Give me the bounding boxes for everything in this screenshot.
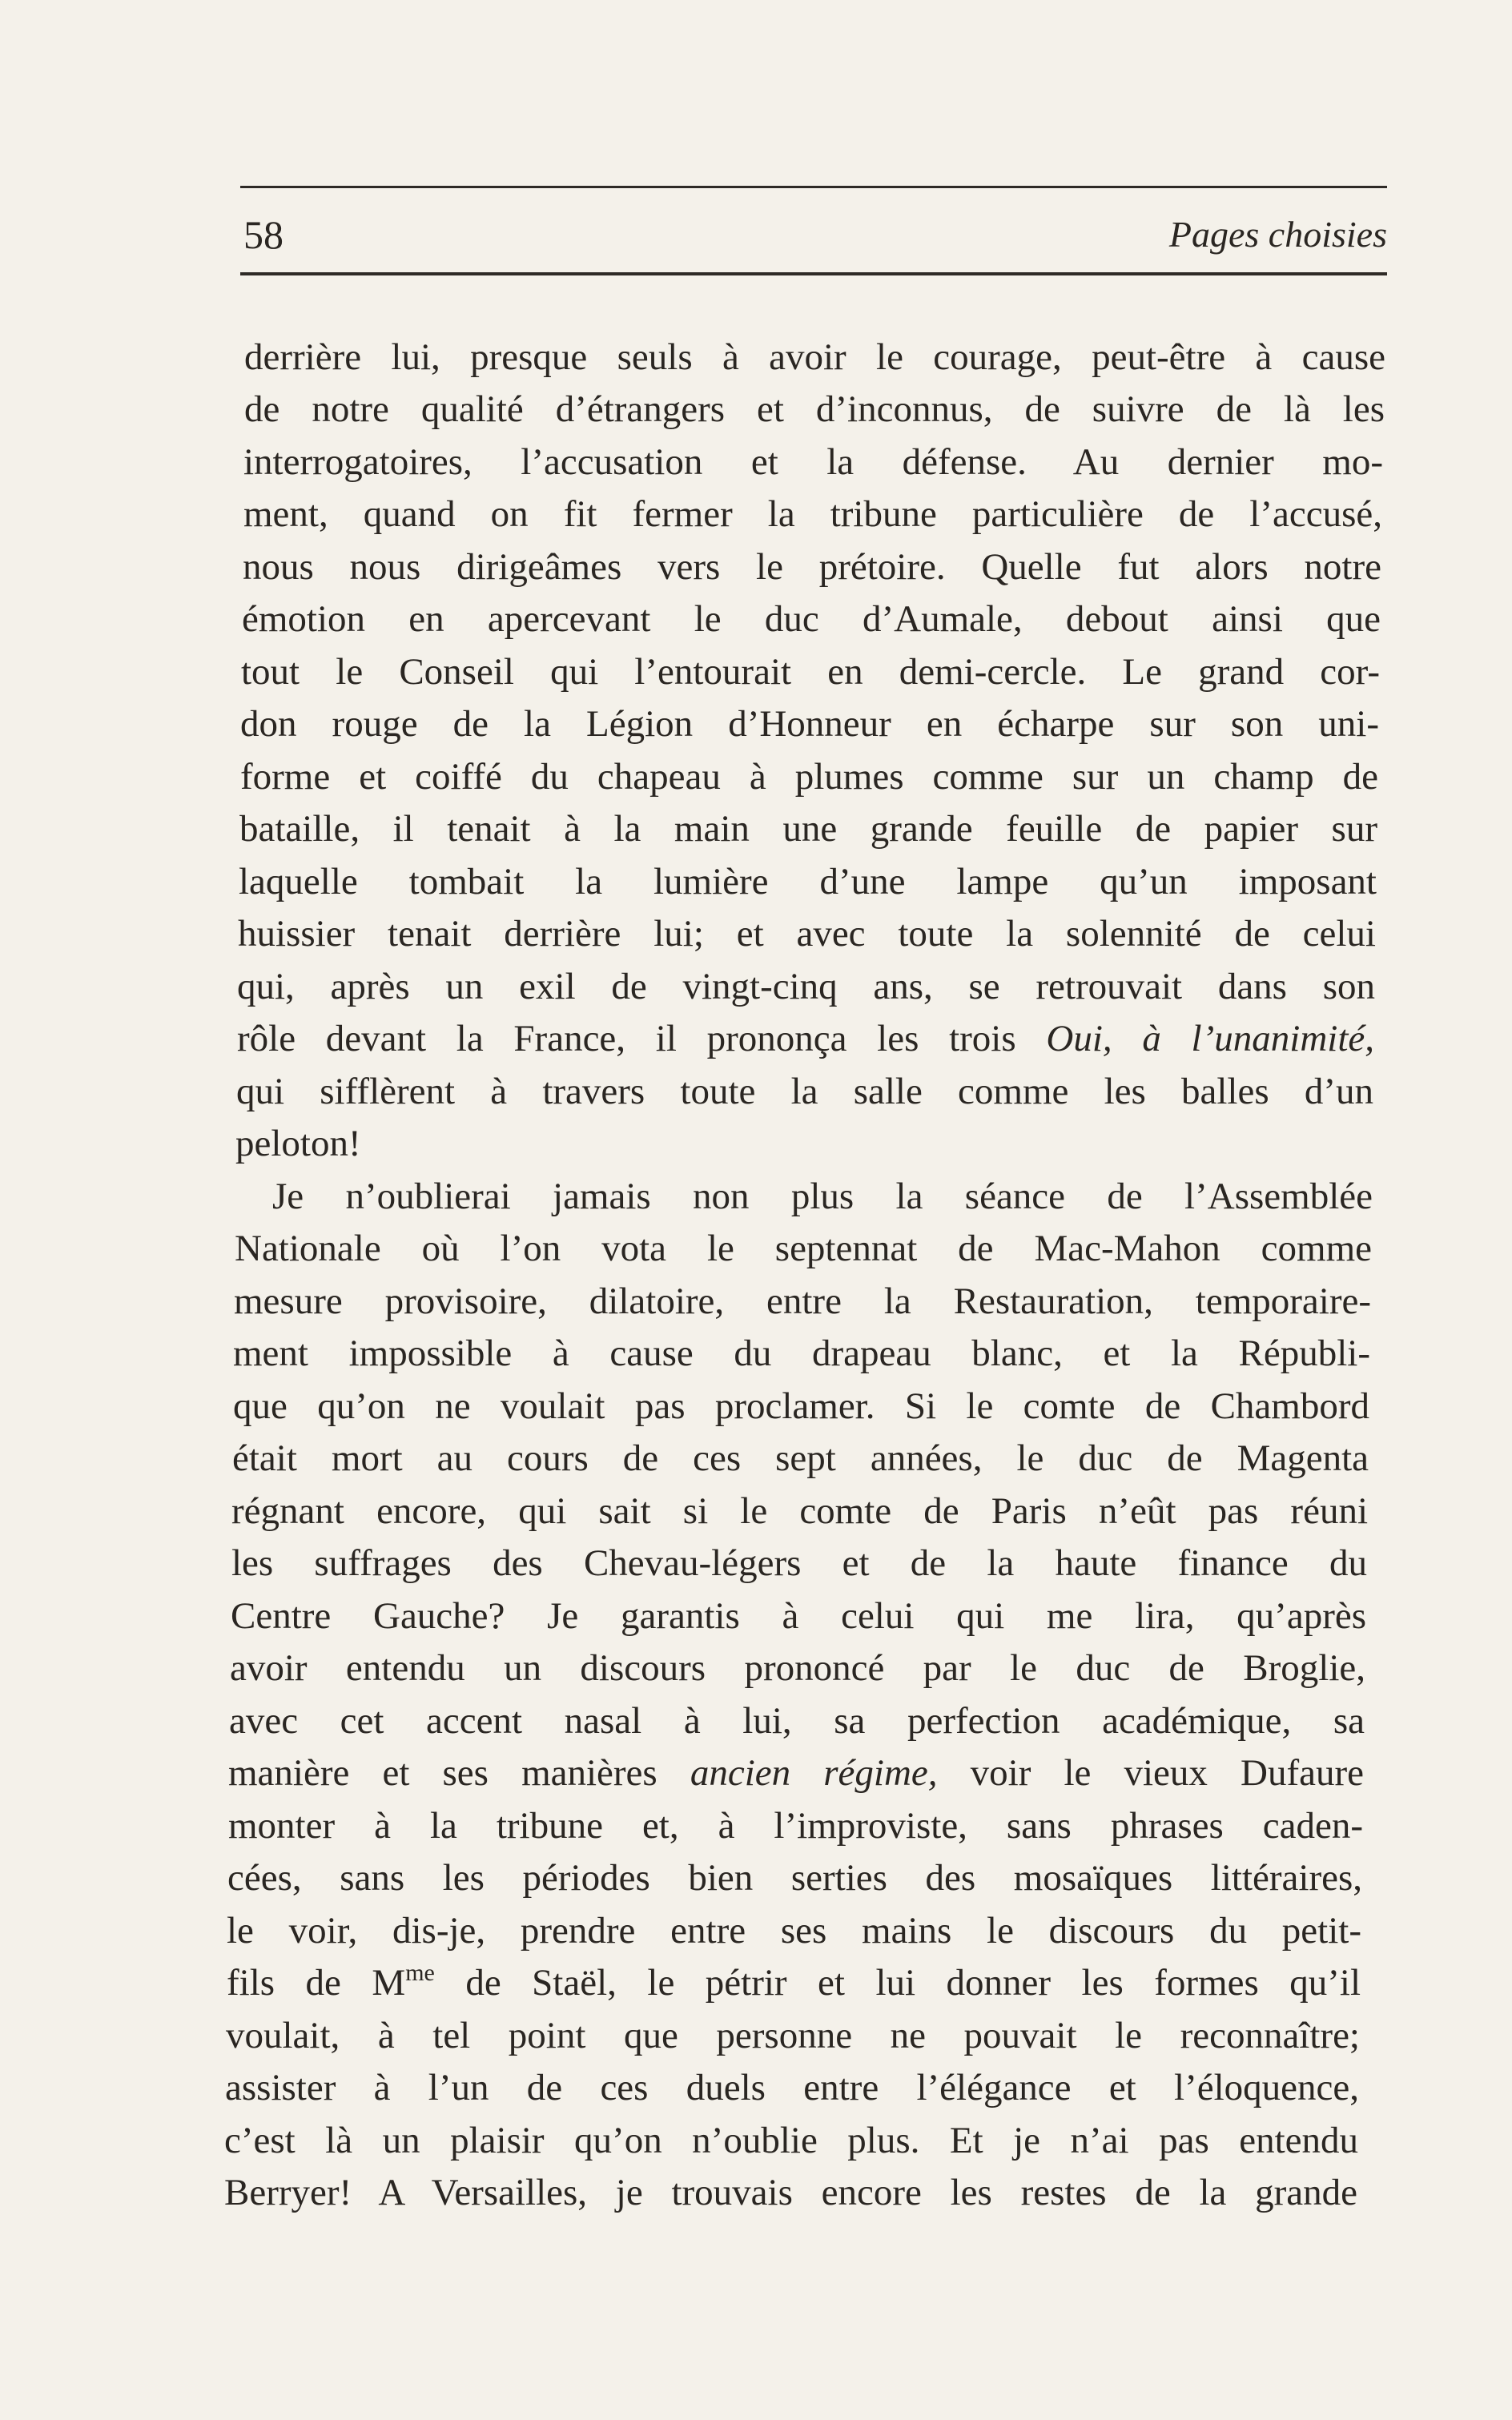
italic-phrase: Oui, à l’unanimité, [1046,1018,1374,1059]
text-line [227,1957,1361,2008]
text-line: ment, quand on fit fermer la tribune particulière de l’accusé, [243,493,1382,535]
text-line: qui, après un exil de vingt-cinq ans, se retrouvait dans son [237,966,1375,1007]
text-line: avec cet accent nasal à lui, sa perfection académique, sa [229,1700,1365,1742]
text-line: le voir, dis-je, prendre entre ses mains le discours du petit- [227,1910,1361,1952]
text-line: Nationale où l’on vota le septennat de Mac-Mahon comme [235,1228,1372,1269]
text-line: monter à la tribune et, à l’improviste, sans phrases caden- [228,1805,1363,1847]
text-line: Centre Gauche? Je garantis à celui qui me lira, qu’après [231,1595,1366,1637]
text-line: huissier tenait derrière lui; et avec toute la solennité de celui [238,913,1376,955]
text-line: les suffrages des Chevau-légers et de la haute finance du [231,1542,1367,1584]
superscript: me [405,1960,435,1986]
text-line: bataille, il tenait à la main une grande feuille de papier sur [239,808,1377,850]
text-line: mesure provisoire, dilatoire, entre la Restauration, temporaire- [234,1280,1371,1322]
line-text: manière et ses manières [228,1752,690,1794]
text-line: interrogatoires, l’accusation et la défense. Au dernier mo- [243,441,1383,483]
text-line: forme et coiffé du chapeau à plumes comme sur un champ de [240,756,1378,798]
text-line: ment impossible à cause du drapeau blanc, et la Républi- [233,1333,1370,1374]
text-line: de notre qualité d’étrangers et d’inconnus, de suivre de là les [244,388,1385,430]
text-line: laquelle tombait la lumière d’une lampe qu’un imposant [239,861,1377,902]
text-line: Je n’oublierai jamais non plus la séance de l’Assemblée [272,1176,1373,1217]
italic-phrase: ancien régime, [690,1752,938,1794]
text-line: tout le Conseil qui l’entourait en demi-cercle. Le grand cor- [241,651,1380,693]
line-text: fils de M [227,1962,406,2004]
text-line: derrière lui, presque seuls à avoir le courage, peut-être à cause [244,336,1385,378]
text-line: nous nous dirigeâmes vers le prétoire. Quelle fut alors notre [243,546,1381,588]
text-line: avoir entendu un discours prononcé par le duc de Broglie, [230,1647,1365,1689]
text-line [237,1013,1374,1064]
text-line: voulait, à tel point que personne ne pouvait le reconnaître; [226,2015,1360,2056]
text-line: était mort au cours de ces sept années, le duc de Magenta [232,1437,1369,1479]
text-line: que qu’on ne voulait pas proclamer. Si le comte de Chambord [233,1385,1369,1427]
text-line: émotion en apercevant le duc d’Aumale, debout ainsi que [242,598,1381,640]
text-line: cées, sans les périodes bien serties des mosaïques littéraires, [227,1857,1362,1899]
text-line: qui sifflèrent à travers toute la salle comme les balles d’un [236,1071,1373,1112]
running-title: Pages choisies [1168,214,1387,255]
line-text: voir le vieux Dufaure [937,1752,1364,1794]
page-number: 58 [243,212,284,257]
text-line: c’est là un plaisir qu’on n’oublie plus. Et je n’ai pas entendu [224,2120,1358,2161]
line-text: rôle devant la France, il prononça les trois [237,1018,1047,1059]
text-line: peloton! [235,1123,361,1164]
text-line [228,1747,1364,1799]
text-line: don rouge de la Légion d’Honneur en écharpe sur son uni- [240,703,1379,745]
text-line: Berryer! A Versailles, je trouvais encore les restes de la grande [224,2172,1357,2213]
text-line: assister à l’un de ces duels entre l’élégance et l’éloquence, [225,2067,1359,2108]
text-line: régnant encore, qui sait si le comte de Paris n’eût pas réuni [231,1490,1368,1532]
line-text: de Staël, le pétrir et lui donner les formes qu’il [434,1962,1361,2004]
